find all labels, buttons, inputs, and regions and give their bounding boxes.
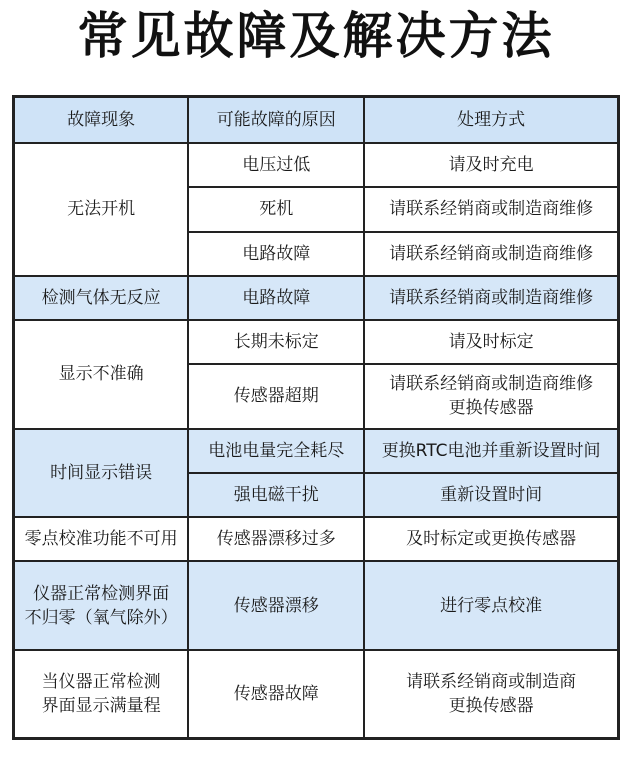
solution-cell: 及时标定或更换传感器 [364,517,618,561]
solution-cell: 请联系经销商或制造商维修 [364,276,618,320]
cause-cell: 强电磁干扰 [188,473,364,517]
cause-cell: 传感器漂移 [188,561,364,650]
symptom-cell: 仪器正常检测界面 不归零（氧气除外） [14,561,189,650]
solution-cell: 更换RTC电池并重新设置时间 [364,429,618,473]
table-row [14,517,619,561]
solution-cell: 请联系经销商或制造商维修 [364,232,618,276]
table-row [14,650,619,739]
fault-table-container [12,95,620,740]
symptom-cell: 显示不准确 [14,320,189,429]
table-header-row [14,97,619,144]
table-row [14,320,619,364]
table-row [14,276,619,320]
header-cause: 可能故障的原因 [188,97,364,144]
symptom-cell: 零点校准功能不可用 [14,517,189,561]
cause-cell: 传感器漂移过多 [188,517,364,561]
solution-cell: 请联系经销商或制造商 更换传感器 [364,650,618,739]
cause-cell: 电压过低 [188,143,364,187]
cause-cell: 传感器故障 [188,650,364,739]
symptom-cell: 时间显示错误 [14,429,189,518]
symptom-cell: 检测气体无反应 [14,276,189,320]
table-row [14,429,619,473]
solution-cell: 请及时充电 [364,143,618,187]
solution-cell: 重新设置时间 [364,473,618,517]
symptom-cell: 当仪器正常检测 界面显示满量程 [14,650,189,739]
cause-cell: 电路故障 [188,276,364,320]
symptom-cell: 无法开机 [14,143,189,276]
solution-cell: 请联系经销商或制造商维修 更换传感器 [364,364,618,428]
fault-table [12,95,620,740]
cause-cell: 电池电量完全耗尽 [188,429,364,473]
header-solution: 处理方式 [364,97,618,144]
cause-cell: 死机 [188,187,364,231]
cause-cell: 长期未标定 [188,320,364,364]
cause-cell: 电路故障 [188,232,364,276]
solution-cell: 请及时标定 [364,320,618,364]
cause-cell: 传感器超期 [188,364,364,428]
table-row [14,143,619,187]
page-title: 常见故障及解决方法 [77,7,555,65]
table-row [14,561,619,650]
solution-cell: 请联系经销商或制造商维修 [364,187,618,231]
solution-cell: 进行零点校准 [364,561,618,650]
header-symptom: 故障现象 [14,97,189,144]
